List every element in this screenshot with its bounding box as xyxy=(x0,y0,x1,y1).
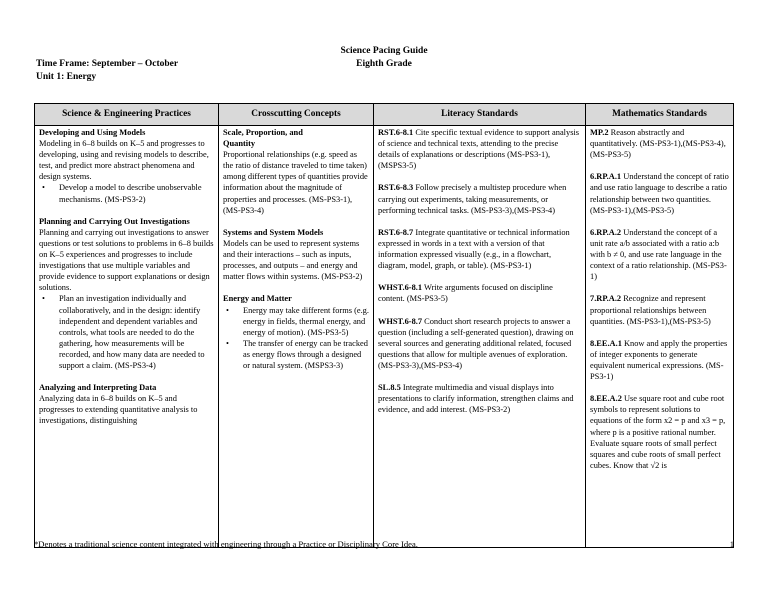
sep-section1-heading: Developing and Using Models xyxy=(39,128,146,137)
standard-code: SL.8.5 xyxy=(378,383,401,393)
column-header-mathematics-standards: Mathematics Standards xyxy=(586,104,734,126)
standard-code: 8.EE.A.1 xyxy=(590,338,622,348)
science-engineering-practices-content xyxy=(39,127,214,545)
sep-section2-body: Planning and carrying out investigations to answer questions or test solutions to problems in 6–8 builds on K–5 experiences and progresses to include investigations that use multiple variables and provide evidence to support explanations or design solutions. xyxy=(39,227,214,293)
list-item: • Energy may take different forms (e.g. energy in fields, thermal energy, and energy of motion). (MS-PS3-5) xyxy=(223,305,369,338)
crosscutting-concepts-content xyxy=(223,127,369,545)
standard-code: 7.RP.A.2 xyxy=(590,294,622,304)
spacer xyxy=(590,282,729,293)
cell-crosscutting-concepts xyxy=(219,126,374,548)
cell-mathematics-standards xyxy=(586,126,734,548)
ccc-section3-heading: Energy and Matter xyxy=(223,294,292,304)
table-header-row xyxy=(35,104,734,126)
literacy-standard-item xyxy=(378,282,581,304)
spacer xyxy=(590,216,729,227)
spacer xyxy=(590,327,729,338)
standard-text: Recognize and represent proportional relationships between quantities. (MS-PS3-1),(MS-PS3-5) xyxy=(590,294,711,326)
standard-code: WHST.6-8.1 xyxy=(378,283,423,293)
literacy-standard-item xyxy=(378,382,581,415)
sep-section1-body: Modeling in 6–8 builds on K–5 and progresses to developing, using and revising models to describe, test, and predict more abstract phenomena and design systems. xyxy=(39,139,209,182)
standard-text: Write arguments focused on discipline content. (MS-PS3-5) xyxy=(378,283,553,304)
column-header-crosscutting-concepts: Crosscutting Concepts xyxy=(219,104,374,126)
mathematics-standard-item xyxy=(590,338,729,382)
standard-text: Integrate multimedia and visual displays into presentations to clarify information, strengthen claims and evidence, and add interest. (MS-PS3-2) xyxy=(378,383,574,415)
standard-text: Reason abstractly and quantitatively. (MS-PS3-1),(MS-PS3-4),(MS-PS3-5) xyxy=(590,128,726,160)
standard-code: 8.EE.A.2 xyxy=(590,394,622,404)
spacer xyxy=(223,216,369,227)
spacer xyxy=(590,382,729,393)
standard-text: Follow precisely a multistep procedure when carrying out experiments, taking measurements, or performing technical tasks. (MS-PS3-3),(MS-PS3-4) xyxy=(378,183,567,215)
spacer xyxy=(590,160,729,171)
time-frame-label: Time Frame: September – October xyxy=(36,59,179,69)
sep-section2-heading: Planning and Carrying Out Investigations xyxy=(39,216,190,226)
mathematics-standard-item xyxy=(590,171,729,215)
spacer xyxy=(378,371,581,382)
mathematics-standard-item xyxy=(590,227,729,282)
page-number: 1 xyxy=(729,539,734,549)
document-meta xyxy=(36,58,178,83)
sep-section1-bullets xyxy=(39,182,214,204)
standard-code: WHST.6-8.7 xyxy=(378,316,423,326)
spacer xyxy=(223,282,369,293)
spacer xyxy=(39,205,214,216)
literacy-standard-item xyxy=(378,182,581,215)
literacy-standard-item xyxy=(378,227,581,271)
mathematics-standards-content xyxy=(590,127,729,545)
spacer xyxy=(39,371,214,382)
ccc-section2-heading: Systems and System Models xyxy=(223,227,324,237)
standard-text: Use square root and cube root symbols to represent solutions to equations of the form x2 = p and x3 = p, where p is a positive rational number. Evaluate square roots of small perfect squares and cube roots of small perfect cubes. Know that √2 is xyxy=(590,394,726,470)
mathematics-standard-item xyxy=(590,393,729,471)
table-body-row xyxy=(35,126,734,548)
mathematics-standard-item xyxy=(590,127,729,160)
standard-code: RST.6-8.1 xyxy=(378,128,414,137)
standard-code: 6.RP.A.1 xyxy=(590,172,622,182)
standard-code: MP.2 xyxy=(590,128,609,137)
literacy-standards-content xyxy=(378,127,581,545)
cell-science-engineering-practices xyxy=(35,126,219,548)
ccc-section3-bullets xyxy=(223,305,369,372)
standard-text: Understand the concept of ratio and use ratio language to describe a ratio relationship between two quantities. (MS-PS3-1),(MS-PS3-5) xyxy=(590,172,729,215)
mathematics-standard-item xyxy=(590,293,729,326)
ccc-section2-body: Models can be used to represent systems and their interactions – such as inputs, processes, and outputs – and energy and matter flows within systems. (MS-PS3-2) xyxy=(223,238,363,282)
standard-text: Know and apply the properties of integer exponents to generate equivalent numerical expressions. (MS-PS3-1) xyxy=(590,338,728,382)
unit-label: Unit 1: Energy xyxy=(36,71,97,82)
document-title-line1: Science Pacing Guide xyxy=(340,46,428,56)
standard-text: Understand the concept of a unit rate a/b associated with a ratio a:b with b ≠ 0, and use rate language in the context of a ratio relationship. (MS-PS3-1) xyxy=(590,227,727,282)
column-header-science-engineering-practices: Science & Engineering Practices xyxy=(35,104,219,126)
list-item: • Develop a model to describe unobservable mechanisms. (MS-PS3-2) xyxy=(39,182,214,204)
spacer xyxy=(378,216,581,227)
document-header xyxy=(0,0,768,82)
standard-text: Integrate quantitative or technical information expressed in words in a text with a version of that information expressed visually (e.g., in a flowchart, diagram, model, graph, or table). (MS-PS3-1) xyxy=(378,227,570,271)
cell-literacy-standards xyxy=(374,126,586,548)
standard-code: RST.6-8.3 xyxy=(378,183,414,193)
standard-text: Conduct short research projects to answer a question (including a self-generated question), drawing on several sources and generating additional related, focused questions that allow for multiple avenues of exploration. (MS-PS3-3),(MS-PS3-4) xyxy=(378,316,574,370)
sep-section2-bullets xyxy=(39,293,214,371)
standard-code: 6.RP.A.2 xyxy=(590,227,622,237)
standard-code: RST.6-8.7 xyxy=(378,227,414,237)
ccc-section1-heading-line1: Scale, Proportion, and xyxy=(223,128,303,137)
spacer xyxy=(378,305,581,316)
list-item: • The transfer of energy can be tracked as energy flows through a designed or natural system. (MSPS3-3) xyxy=(223,338,369,371)
sep-section3-heading: Analyzing and Interpreting Data xyxy=(39,383,157,393)
column-header-literacy-standards: Literacy Standards xyxy=(374,104,586,126)
footnote: *Denotes a traditional science content integrated with engineering through a Practice or Disciplinary Core Idea. xyxy=(34,539,418,549)
sep-section3-body: Analyzing data in 6–8 builds on K–5 and progresses to extending quantitative analysis to investigations, distinguishing xyxy=(39,394,198,426)
ccc-section1-heading-line2: Quantity xyxy=(223,139,256,149)
document-title-line2: Eighth Grade xyxy=(356,58,412,69)
spacer xyxy=(378,271,581,282)
literacy-standard-item xyxy=(378,127,581,171)
literacy-standard-item xyxy=(378,316,581,371)
standard-text: Cite specific textual evidence to support analysis of science and technical texts, attending to the precise details of explanations or descriptions (MS-PS3-1),(MSPS3-5) xyxy=(378,128,580,171)
pacing-guide-table xyxy=(34,103,734,548)
list-item: • Plan an investigation individually and collaboratively, and in the design: identify independent and dependent variables and controls, what tools are needed to do the gathering, how measurements will be recorded, and how many data are needed to support a claim. (MS-PS3-4) xyxy=(39,293,214,371)
spacer xyxy=(378,171,581,182)
ccc-section1-body: Proportional relationships (e.g. speed as the ratio of distance traveled to time taken) among different types of quantities provide information about the magnitude of properties and processes. (MS-PS3-1),(MS-PS3-4) xyxy=(223,150,368,215)
